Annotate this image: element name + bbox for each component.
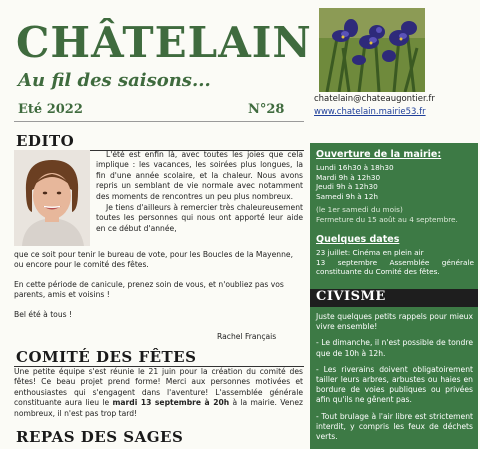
hours-monday: Lundi 16h30 à 18h30 xyxy=(316,163,394,172)
comite-heading: COMITÉ DES FÊTES xyxy=(16,348,197,366)
sages-heading: REPAS DES SAGES xyxy=(16,428,184,446)
edito-paragraph-2: Je tiens d'ailleurs à remercier très chaleureusement toutes les personnes qui nous ont apporté leur aide en ce début d'année, xyxy=(96,203,303,233)
comite-meeting-date: mardi 13 septembre à 20h xyxy=(112,398,230,408)
season-label: Eté 2022 xyxy=(18,102,83,117)
edito-paragraph-4: En cette période de canicule, prenez soin de vous, et n'oubliez pas vos parents, amis et voisins ! xyxy=(14,279,284,300)
hours-tuesday: Mardi 9h à 12h30 xyxy=(316,172,381,182)
hours-thursday: Jeudi 9h à 12h30 xyxy=(316,182,378,192)
hours-list xyxy=(316,163,458,225)
civisme-intro: Juste quelques petits rappels pour mieux vivre ensemble! xyxy=(316,312,473,332)
header-divider xyxy=(14,121,304,122)
hours-note-saturday: (le 1er samedi du mois) xyxy=(316,205,403,215)
mayor-portrait xyxy=(14,150,90,246)
civisme-heading: CIVISME xyxy=(316,289,386,304)
civisme-text xyxy=(316,312,473,448)
civisme-item-mowing: - Le dimanche, il n'est possible de tondre que de 10h à 12h. xyxy=(316,338,473,358)
dates-heading: Quelques dates xyxy=(316,234,400,245)
hours-saturday: Samedi 9h à 12h xyxy=(316,191,378,201)
civisme-item-hedges: - Les riverains doivent obligatoirement tailler leurs arbres, arbustes ou haies en bordure de voies publiques ou privées afin qu'ils ne gênent pas. xyxy=(316,364,473,405)
iris-flowers-photo xyxy=(319,8,425,92)
civisme-item-burning: - Tout brulage à l'air libre est strictement interdit, y compris les feux de déchets verts. xyxy=(316,411,473,442)
contact-email[interactable]: chatelain@chateaugontier.fr xyxy=(314,94,435,104)
hours-heading: Ouverture de la mairie: xyxy=(316,149,442,160)
dates-list xyxy=(316,248,474,277)
edito-heading: EDITO xyxy=(16,132,75,150)
newsletter-title: CHÂTELAIN xyxy=(16,18,312,67)
comite-text-start: Une petite équipe s'est réunie le 21 juin pour la création du comité des fêtes! Ce beau projet prend forme! Merci aux personnes motivées et enthousiastes qui s'engagent dans l'aventure! L'assemblée générale constituante aura lieu le xyxy=(14,367,303,408)
edito-signature: Rachel Français xyxy=(217,332,277,341)
comite-text-end: à la mairie. Venez nombreux, il n'est pas trop tard! xyxy=(14,398,303,418)
edito-closing: Bel été à tous ! xyxy=(14,309,73,319)
issue-number: N°28 xyxy=(248,102,285,117)
date-assembly: 13 septembre Assemblée générale constituante du Comité des fêtes. xyxy=(316,257,474,277)
website-link[interactable]: www.chatelain.mairie53.fr xyxy=(314,107,426,117)
newsletter-subtitle: Au fil des saisons... xyxy=(18,70,211,91)
hours-note-closure: Fermeture du 15 août au 4 septembre. xyxy=(316,214,458,224)
comite-paragraph xyxy=(14,367,303,419)
edito-text-block xyxy=(96,150,303,235)
edito-text-continued xyxy=(14,250,304,329)
edito-paragraph-3: que ce soit pour tenir le bureau de vote, pour les Boucles de la Mayenne, ou encore pour le comité des fêtes. xyxy=(14,250,293,270)
date-cinema: 23 juillet: Cinéma en plein air xyxy=(316,248,424,257)
edito-paragraph-1: L'été est enfin là, avec toutes les joies que cela implique : les vacances, les soirées plus longues, la fin d'une année scolaire, et la chaleur. Nous avons repris un semblant de vie normale avec notamment des moments de rencontres un peu plus nombreux. xyxy=(96,150,303,201)
